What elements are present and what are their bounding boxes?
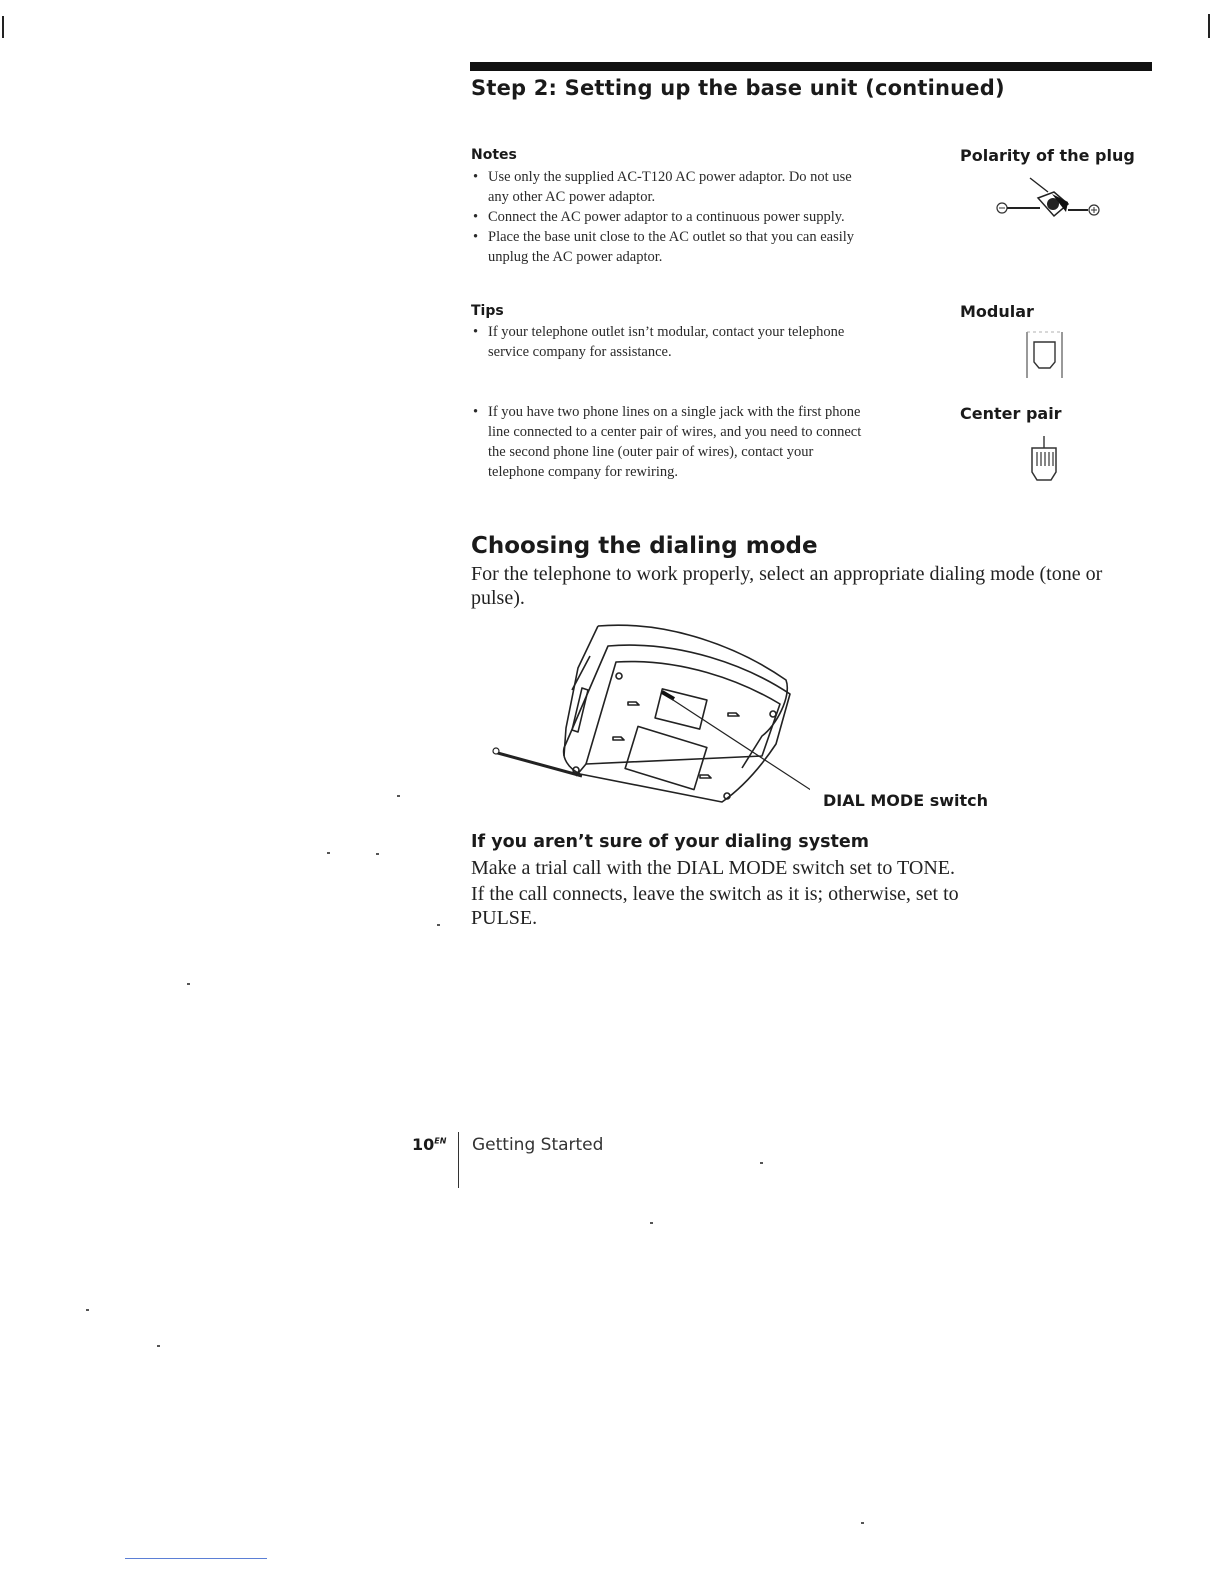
modular-jack-icon <box>1022 328 1066 380</box>
center-pair-label: Center pair <box>960 404 1062 423</box>
list-item <box>471 402 871 482</box>
page-number-suffix: EN <box>434 1136 447 1146</box>
scan-edge-right <box>1208 14 1210 38</box>
dialing-section-title: Choosing the dialing mode <box>471 533 818 559</box>
list-item <box>471 207 941 227</box>
tips-list-2 <box>471 402 871 482</box>
scan-speck <box>327 852 330 854</box>
instruction-line-3: PULSE. <box>471 907 538 929</box>
notes-heading: Notes <box>471 147 517 163</box>
notes-item-text: Place the base unit close to the AC outlet so that you can easily unplug the AC power adaptor. <box>488 229 855 265</box>
page-title: Step 2: Setting up the base unit (continued) <box>471 76 1005 100</box>
notes-item-text: Connect the AC power adaptor to a continuous power supply. <box>488 209 845 225</box>
plug-polarity-icon <box>990 172 1105 232</box>
list-item <box>471 227 878 267</box>
polarity-label: Polarity of the plug <box>960 146 1135 165</box>
instruction-line-2: If the call connects, leave the switch as it is; otherwise, set to <box>471 883 959 905</box>
page-number <box>412 1135 446 1154</box>
bottom-rule <box>125 1558 267 1559</box>
footer-divider <box>458 1132 459 1188</box>
tips-item-text: If your telephone outlet isn’t modular, contact your telephone service company for assistance. <box>488 324 845 360</box>
instruction-line-1: Make a trial call with the DIAL MODE switch set to TONE. <box>471 857 955 879</box>
tips-item-text: If you have two phone lines on a single jack with the first phone line connected to a center pair of wires, and you need to connect the second phone line (outer pair of wires), contact your telephone company for rewiring. <box>488 404 862 480</box>
tips-list-1 <box>471 322 871 362</box>
page-number-value: 10 <box>412 1135 435 1154</box>
scan-speck <box>376 853 379 855</box>
modular-label: Modular <box>960 302 1034 321</box>
unsure-heading: If you aren’t sure of your dialing system <box>471 832 869 852</box>
center-pair-jack-icon <box>1024 434 1064 486</box>
dialing-description: For the telephone to work properly, select an appropriate dialing mode (tone or pulse). <box>471 563 1103 609</box>
scan-speck <box>437 924 440 926</box>
scan-speck <box>650 1222 653 1224</box>
list-item <box>471 322 871 362</box>
base-unit-bottom-illustration <box>490 618 810 810</box>
scan-speck <box>760 1162 763 1164</box>
dial-mode-switch-label: DIAL MODE switch <box>823 791 988 810</box>
header-rule <box>470 62 1152 71</box>
scan-speck <box>397 795 400 797</box>
scan-speck <box>861 1522 864 1524</box>
footer-section-name: Getting Started <box>472 1135 604 1155</box>
scan-speck <box>86 1309 89 1311</box>
tips-heading: Tips <box>471 303 504 319</box>
scan-speck <box>157 1345 160 1347</box>
list-item <box>471 167 863 207</box>
scan-speck <box>187 983 190 985</box>
notes-item-text: Use only the supplied AC-T120 AC power adaptor. Do not use any other AC power adaptor. <box>488 169 852 205</box>
scan-edge-left <box>2 16 4 38</box>
notes-list <box>471 167 941 267</box>
